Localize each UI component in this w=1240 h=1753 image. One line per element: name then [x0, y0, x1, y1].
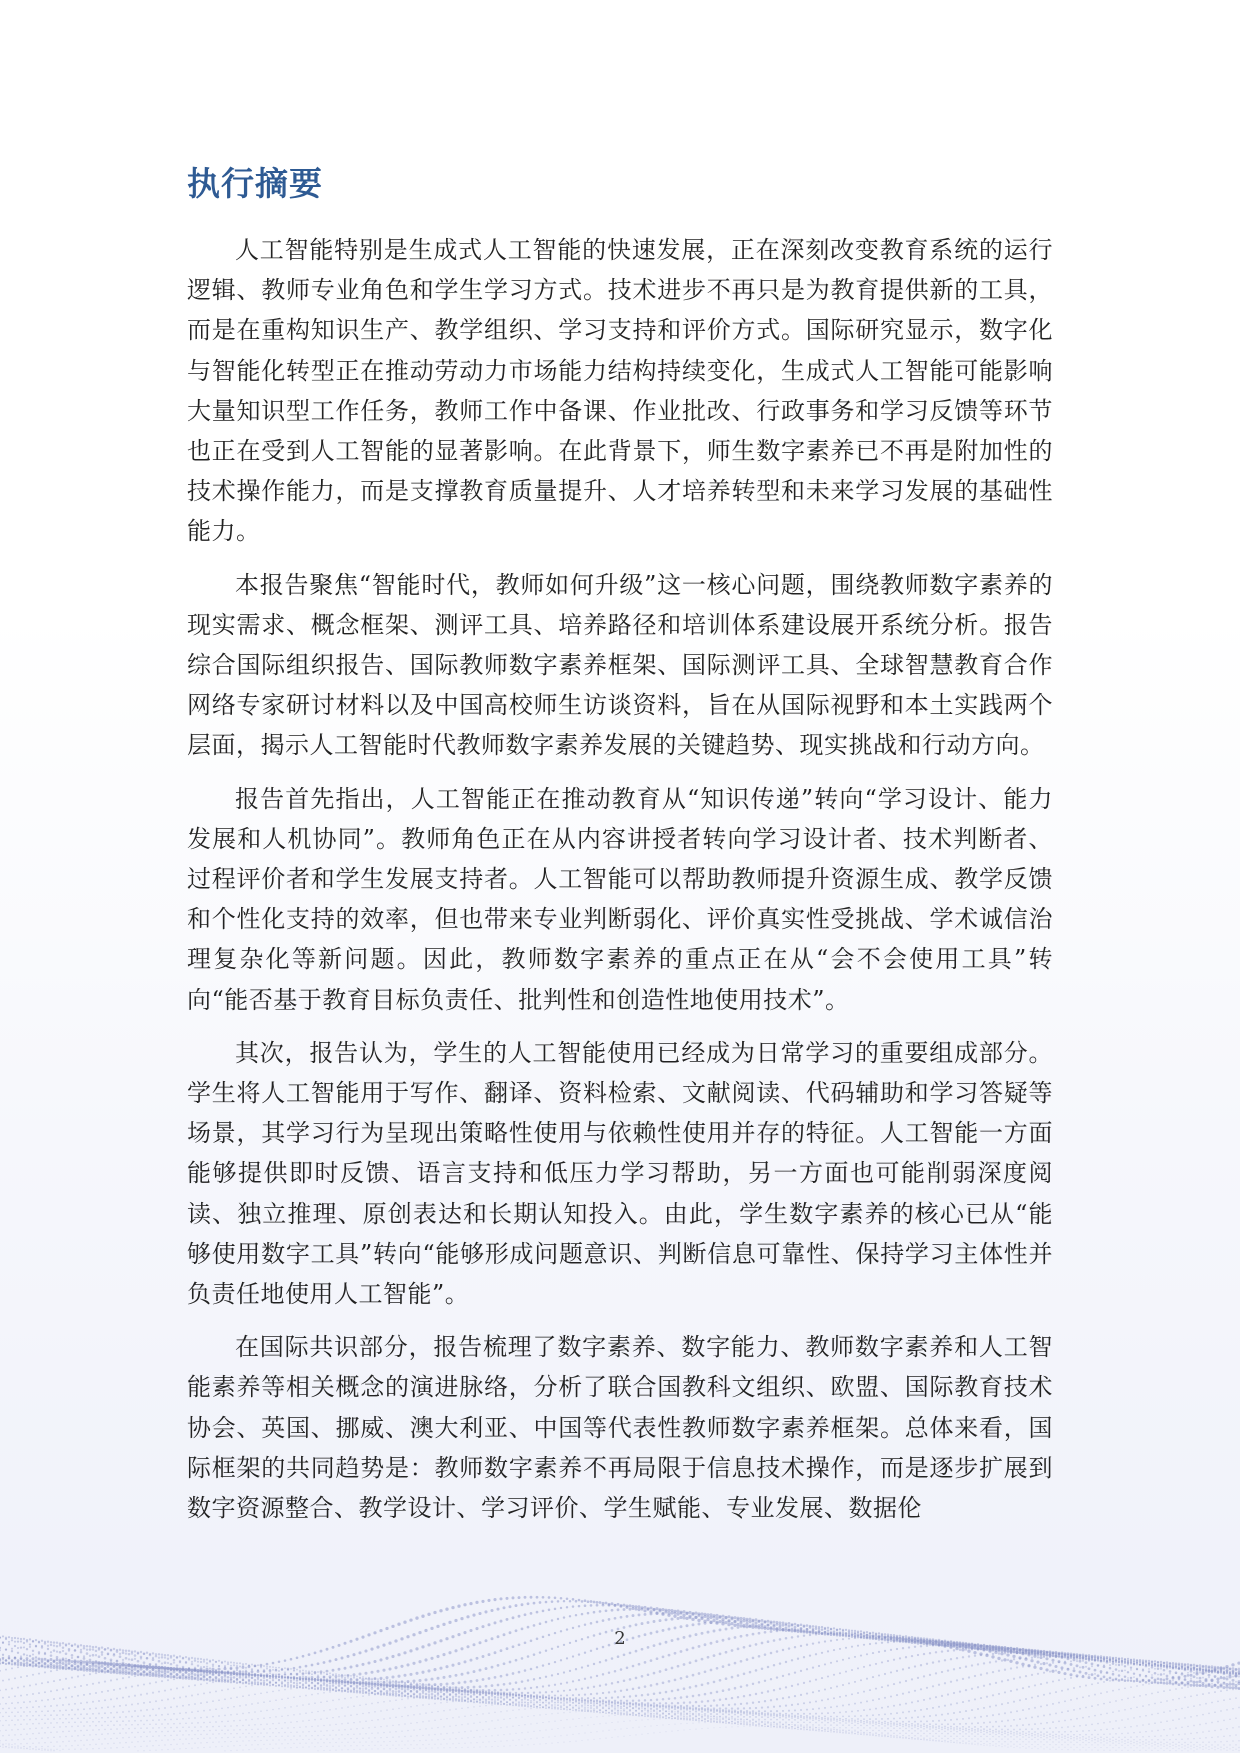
paragraph-3: 报告首先指出，人工智能正在推动教育从“知识传递”转向“学习设计、能力发展和人机协同”。教师角色正在从内容讲授者转向学习设计者、技术判断者、过程评价者和学生发展支持者。人工智能可以帮助教师提升资源生成、教学反馈和个性化支持的效率，但也带来专业判断弱化、评价真实性受挑战、学术诚信治理复杂化等新问题。因此，教师数字素养的重点正在从“会不会使用工具”转向“能否基于教育目标负责任、批判性和创造性地使用技术”。: [187, 784, 1053, 1014]
wave-dot-group: [0, 1596, 1240, 1752]
section-heading: 执行摘要: [187, 164, 323, 203]
paragraph-2: 本报告聚焦“智能时代，教师如何升级”这一核心问题，围绕教师数字素养的现实需求、概念框架、测评工具、培养路径和培训体系建设展开系统分析。报告综合国际组织报告、国际教师数字素养框架、国际测评工具、全球智慧教育合作网络专家研讨材料以及中国高校师生访谈资料，旨在从国际视野和本土实践两个层面，揭示人工智能时代教师数字素养发展的关键趋势、现实挑战和行动方向。: [187, 570, 1053, 760]
paragraph-4: 其次，报告认为，学生的人工智能使用已经成为日常学习的重要组成部分。学生将人工智能用于写作、翻译、资料检索、文献阅读、代码辅助和学习答疑等场景，其学习行为呈现出策略性使用与依赖性使用并存的特征。人工智能一方面能够提供即时反馈、语言支持和低压力学习帮助，另一方面也可能削弱深度阅读、独立推理、原创表达和长期认知投入。由此，学生数字素养的核心已从“能够使用数字工具”转向“能够形成问题意识、判断信息可靠性、保持学习主体性并负责任地使用人工智能”。: [187, 1038, 1053, 1309]
decorative-dot-wave: [0, 1583, 1240, 1753]
paragraph-1: 人工智能特别是生成式人工智能的快速发展，正在深刻改变教育系统的运行逻辑、教师专业角色和学生学习方式。技术进步不再只是为教育提供新的工具，而是在重构知识生产、教学组织、学习支持和评价方式。国际研究显示，数字化与智能化转型正在推动劳动力市场能力结构持续变化，生成式人工智能可能影响大量知识型工作任务，教师工作中备课、作业批改、行政事务和学习反馈等环节也正在受到人工智能的显著影响。在此背景下，师生数字素养已不再是附加性的技术操作能力，而是支撑教育质量提升、人才培养转型和未来学习发展的基础性能力。: [187, 236, 1053, 546]
page-number: 2: [614, 1628, 626, 1649]
paragraph-5: 在国际共识部分，报告梳理了数字素养、数字能力、教师数字素养和人工智能素养等相关概念的演进脉络，分析了联合国教科文组织、欧盟、国际教育技术协会、英国、挪威、澳大利亚、中国等代表性教师数字素养框架。总体来看，国际框架的共同趋势是：教师数字素养不再局限于信息技术操作，而是逐步扩展到数字资源整合、教学设计、学习评价、学生赋能、专业发展、数据伦: [187, 1333, 1053, 1523]
body-text: [187, 230, 1053, 1541]
